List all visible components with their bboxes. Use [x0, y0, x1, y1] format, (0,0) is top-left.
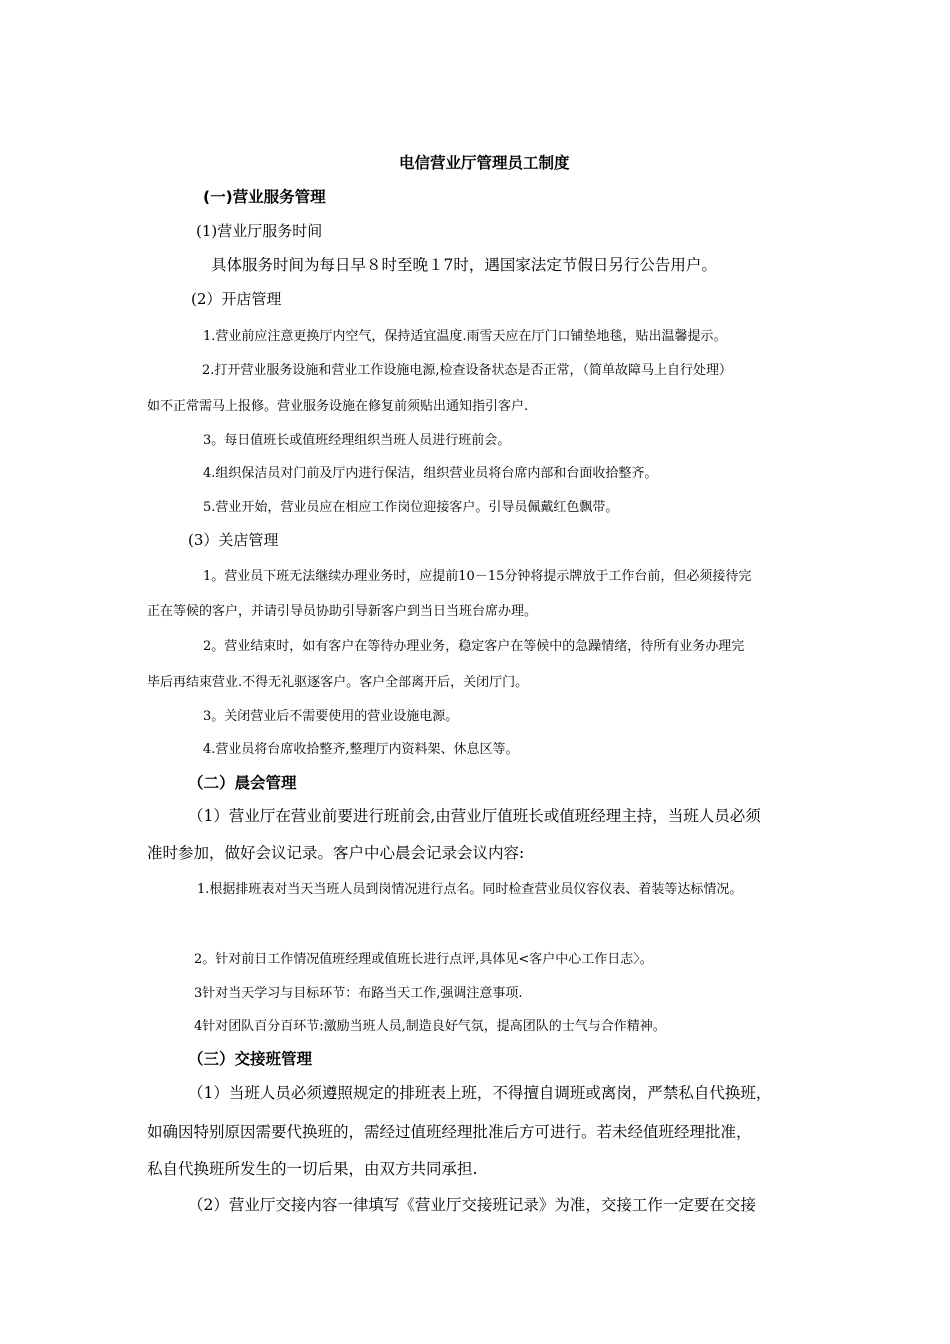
morning-meeting-text: （1）营业厅在营业前要进行班前会,由营业厅值班长或值班经理主持，当班人员必须	[188, 807, 761, 825]
shift-handover-text: 私自代换班所发生的一切后果，由双方共同承担.	[147, 1160, 478, 1178]
shift-handover-text: （2）营业厅交接内容一律填写《营业厅交接班记录》为准，交接工作一定要在交接	[188, 1196, 756, 1214]
shift-handover-text: 如确因特别原因需要代换班的，需经过值班经理批准后方可进行。若未经值班经理批准，	[147, 1123, 752, 1141]
subsection-heading-service-hours: (1)营业厅服务时间	[196, 222, 323, 240]
opening-item: 2.打开营业服务设施和营业工作设施电源,检查设备状态是否正常，（简单故障马上自行处理）	[202, 363, 733, 378]
closing-item: 1。营业员下班无法继续办理业务时，应提前10－15分钟将提示牌放于工作台前，但必须接待完	[203, 569, 752, 584]
closing-item-continuation: 正在等候的客户，并请引导员协助引导新客户到当日当班台席办理。	[147, 604, 538, 619]
opening-item: 4.组织保洁员对门前及厅内进行保洁，组织营业员将台席内部和台面收拾整齐。	[203, 466, 658, 481]
service-hours-text: 具体服务时间为每日早８时至晚１7时，遇国家法定节假日另行公告用户。	[211, 256, 717, 274]
closing-item: 2。营业结束时，如有客户在等待办理业务，稳定客户在等候中的急躁情绪，待所有业务办理完	[203, 639, 745, 654]
morning-meeting-item: 1.根据排班表对当天当班人员到岗情况进行点名。同时检查营业员仪容仪表、着装等达标情况。	[197, 882, 743, 897]
section-heading-1: (一)营业服务管理	[203, 188, 326, 206]
morning-meeting-text: 准时参加，做好会议记录。客户中心晨会记录会议内容:	[147, 844, 525, 862]
closing-item: 3。关闭营业后不需要使用的营业设施电源。	[203, 709, 459, 724]
subsection-heading-opening: (2）开店管理	[191, 290, 282, 308]
document-title: 电信营业厅管理员工制度	[399, 154, 570, 172]
closing-item: 4.营业员将台席收拾整齐,整理厅内资料架、休息区等。	[203, 742, 519, 757]
shift-handover-text: （1）当班人员必须遵照规定的排班表上班，不得擅自调班或离岗，严禁私自代换班，	[188, 1084, 772, 1102]
opening-item-continuation: 如不正常需马上报修。营业服务设施在修复前须贴出通知指引客户.	[147, 399, 529, 414]
morning-meeting-item: 3针对当天学习与目标环节：布路当天工作,强调注意事项.	[194, 986, 523, 1001]
opening-item: 5.营业开始，营业员应在相应工作岗位迎接客户。引导员佩戴红色飘带。	[203, 500, 619, 515]
opening-item: 1.营业前应注意更换厅内空气，保持适宜温度.雨雪天应在厅门口铺垫地毯，贴出温馨提示。	[203, 329, 727, 344]
closing-item-continuation: 毕后再结束营业.不得无礼驱逐客户。客户全部离开后，关闭厅门。	[147, 675, 529, 690]
morning-meeting-item: 2。针对前日工作情况值班经理或值班长进行点评,具体见<客户中心工作日志〉。	[194, 952, 653, 967]
section-heading-3: （三）交接班管理	[188, 1050, 313, 1068]
opening-item: 3。每日值班长或值班经理组织当班人员进行班前会。	[203, 433, 511, 448]
morning-meeting-item: 4针对团队百分百环节:激励当班人员,制造良好气氛，提高团队的士气与合作精神。	[194, 1019, 666, 1034]
section-heading-2: （二）晨会管理	[188, 774, 297, 792]
subsection-heading-closing: (3）关店管理	[188, 531, 279, 549]
